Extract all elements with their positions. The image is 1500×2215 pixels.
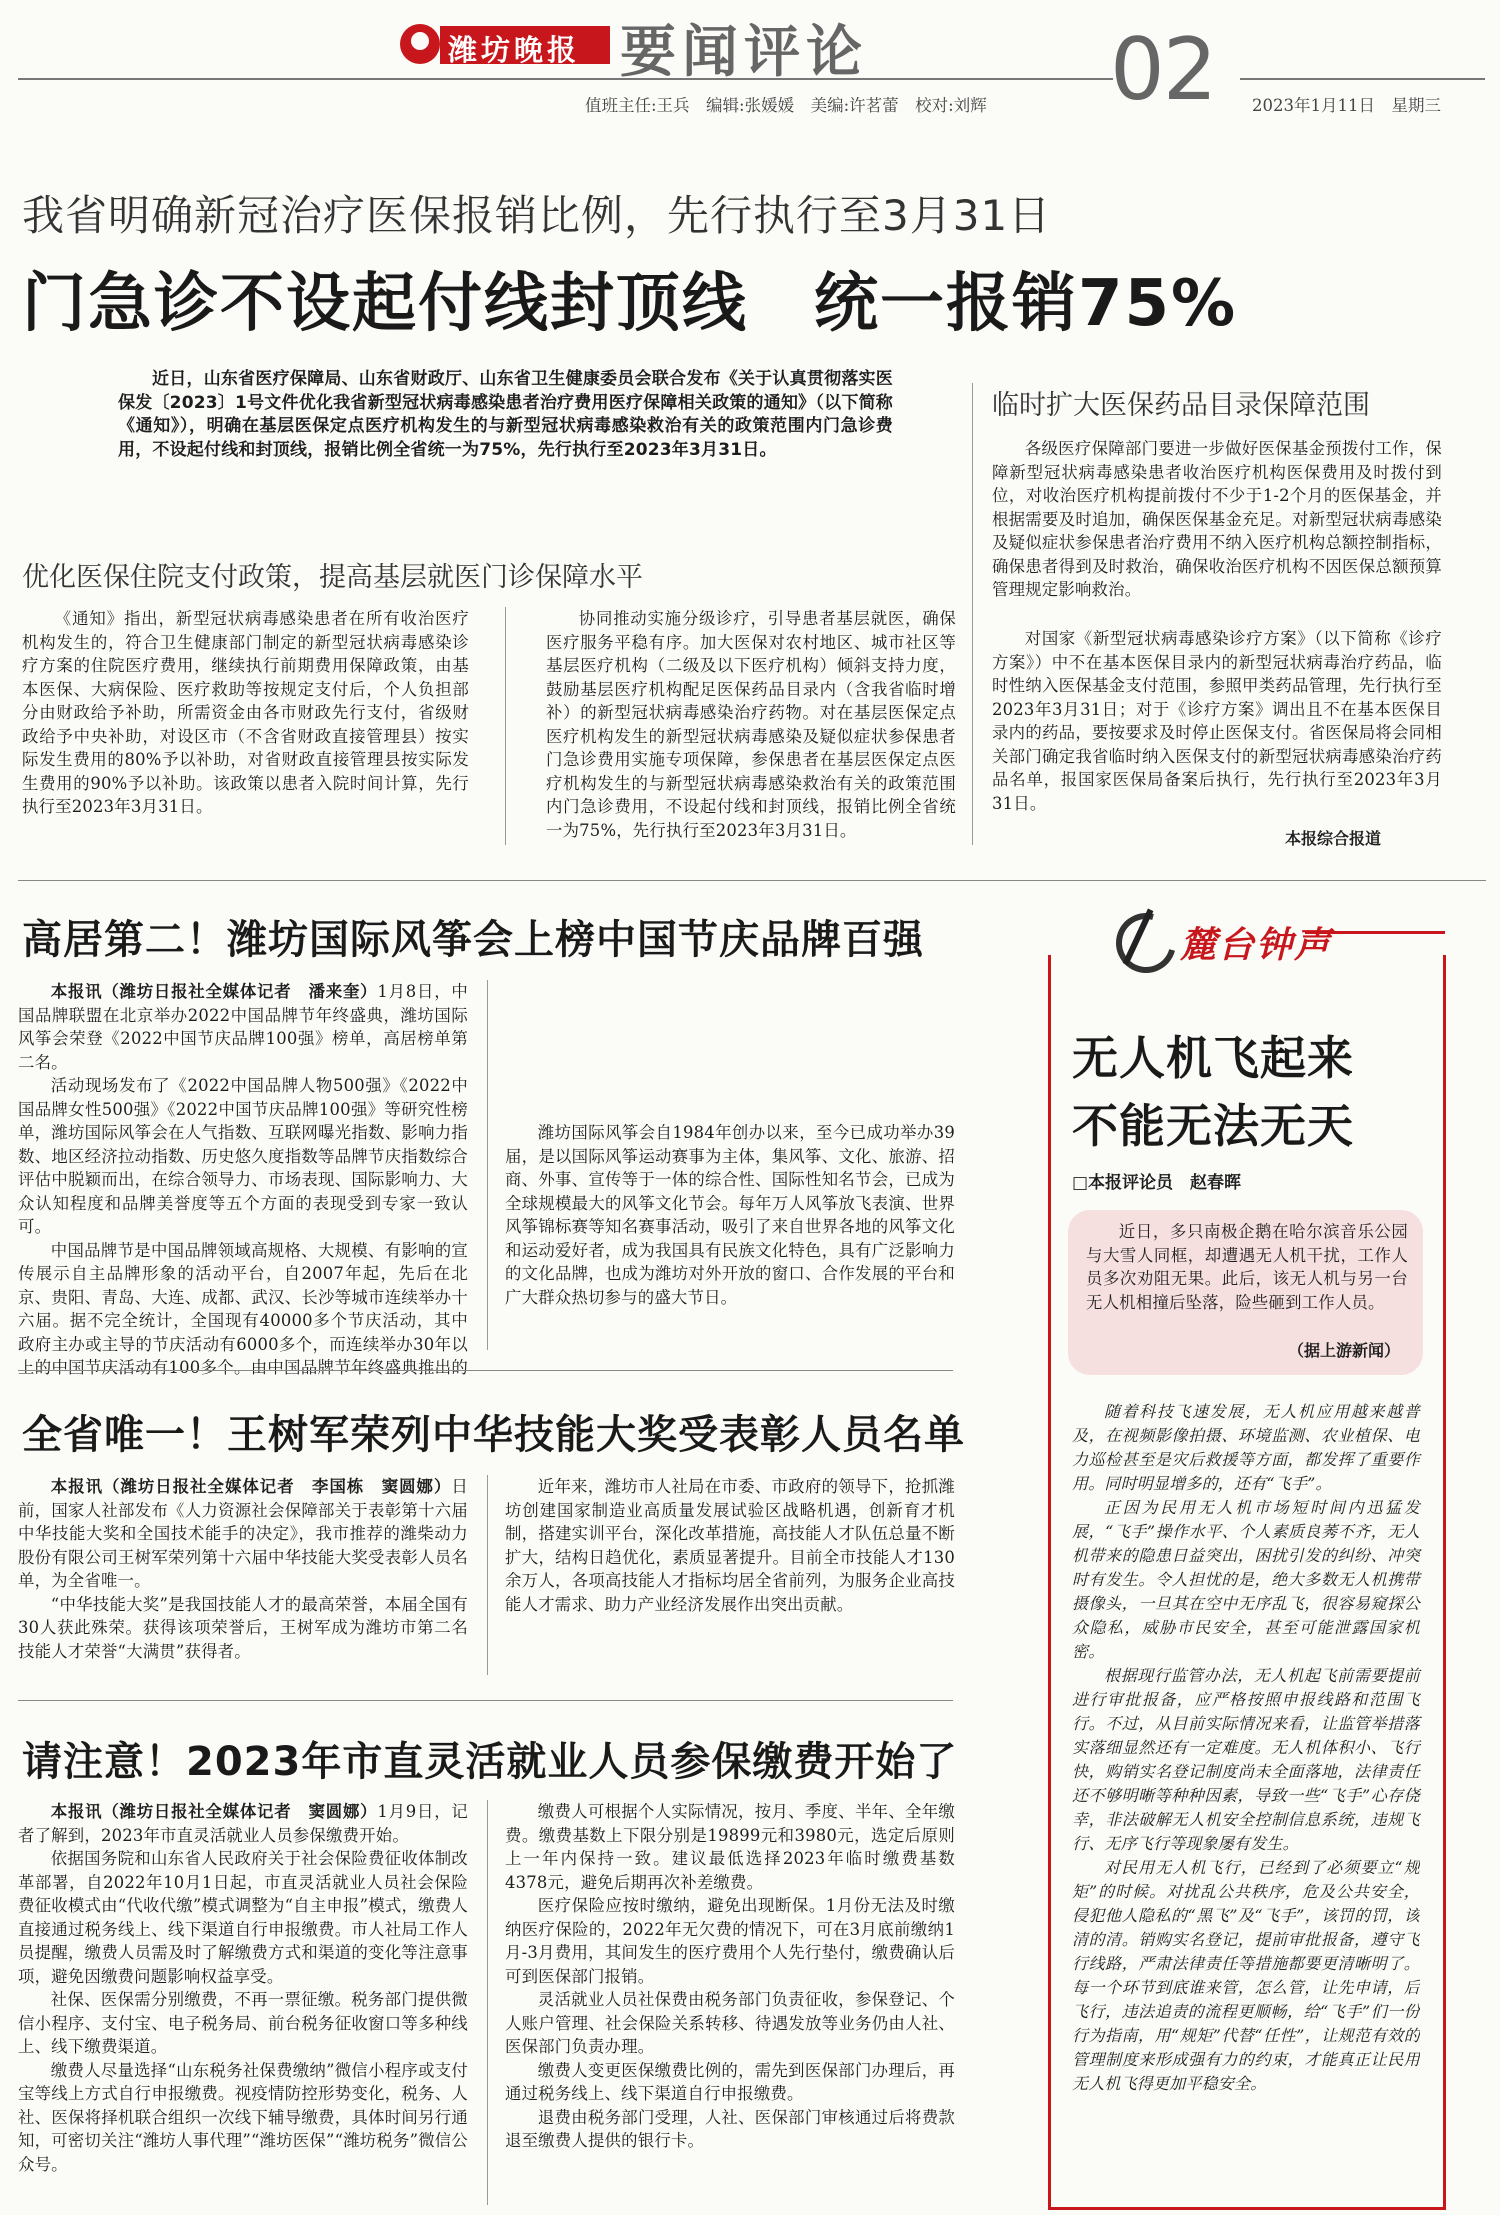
- insure-col-2: 缴费人可根据个人实际情况，按月、季度、半年、全年缴费。缴费基数上下限分别是19899元和3980元，选定后原则上一年内保持一致。建议最低选择2023年临时缴费基数4378元，避免后期再次补差缴费。 医疗保险应按时缴纳，避免出现断保。1月份无法及时缴纳医疗保险的，2022年无欠费的情况下，可在3月底前缴纳1月-3月费用，其间发生的医疗费用个人先行垫付，缴费确认后可到医保部门报销。 灵活就业人员社保费由税务部门负责征收，参保登记、个人账户管理、社会保险关系转移、待遇发放等业务仍由人社、医保部门负责办理。 缴费人变更医保缴费比例的，需先到医保部门办理后，再通过税务线上、线下渠道自行申报缴费。 退费由税务部门受理，人社、医保部门审核通过后将费款退至缴费人提供的银行卡。: [505, 1802, 955, 2150]
- skill-col-1: 本报讯（潍坊日报社全媒体记者 李国栋 窦圆娜）日前，国家人社部发布《人力资源社会保障部关于表彰第十六届中华技能大奖和全国技术能手的决定》，我市推荐的潍柴动力股份有限公司王树军荣列第十六届中华技能大奖受表彰人员名单，为全省唯一。 “中华技能大奖”是我国技能人才的最高荣誉，本届全国有30人获此殊荣。获得该项荣誉后，王树军成为潍坊市第二名技能人才荣誉“大满贯”获得者。: [18, 1477, 468, 1661]
- skill-col-2: 近年来，潍坊市人社局在市委、市政府的领导下，抢抓潍坊创建国家制造业高质量发展试验区战略机遇，创新育才机制，搭建实训平台，深化改革措施，高技能人才队伍总量不断扩大，结构日趋优化，素质显著提升。目前全市技能人才130余万人，各项高技能人才指标均居全省前列，为服务企业高技能人才需求、助力产业经济发展作出突出贡献。: [505, 1477, 955, 1614]
- paper-logo: [400, 22, 612, 72]
- lead-subhead-1: 优化医保住院支付政策，提高基层就医门诊保障水平: [22, 562, 643, 593]
- lead-col-3a: 各级医疗保障部门要进一步做好医保基金预拨付工作，保障新型冠状病毒感染患者收治医疗机构医保费用及时拨付到位，对收治医疗机构提前拨付不少于1-2个月的医保基金，并根据需要及时追加，确保医保基金充足。对新型冠状病毒感染及疑似症状参保患者治疗费用不纳入医疗机构总额控制指标，确保患者得到及时救治，确保收治医疗机构不因医保总额预算管理规定影响救治。: [992, 439, 1442, 599]
- issue-date: 2023年1月11日 星期三: [1252, 96, 1441, 115]
- kite-col-2: 潍坊国际风筝会自1984年创办以来，至今已成功举办39届，是以国际风筝运动赛事为主体，集风筝、文化、旅游、招商、外事、宣传等于一体的综合性、国际性知名节会，已成为全球规模最大的风筝文化节会。每年万人风筝放飞表演、世界风筝锦标赛等知名赛事活动，吸引了来自世界各地的风筝文化和运动爱好者，成为我国具有民族文化特色，具有广泛影响力的文化品牌，也成为潍坊对外开放的窗口、合作发展的平台和广大群众热切参与的盛大节日。: [505, 1123, 955, 1307]
- kite-byline: 本报讯（潍坊日报社全媒体记者 潘来奎）: [50, 982, 378, 1001]
- column-byline: □本报评论员 赵春晖: [1072, 1173, 1242, 1193]
- lead-headline: 门急诊不设起付线封顶线 统一报销75%: [22, 267, 1238, 341]
- kite-col-1: 本报讯（潍坊日报社全媒体记者 潘来奎）1月8日，中国品牌联盟在北京举办2022中国品牌节年终盛典，潍坊国际风筝会荣登《2022中国节庆品牌100强》榜单，高居榜单第二名。 活动现场发布了《2022中国品牌人物500强》《2022中国品牌女性500强》《2022中国节庆品牌100强》等研究性榜单，潍坊国际风筝会在人气指数、互联网曝光指数、影响力指数、地区经济拉动指数、历史悠久度指数等品牌节庆指数综合评估中脱颖而出，在综合领导力、市场表现、国际影响力、大众认知程度和品牌美誉度等五个方面的表现受到专家一致认可。 中国品牌节是中国品牌领域高规格、大规模、有影响的宣传展示自主品牌形象的活动平台，自2007年起，先后在北京、贵阳、青岛、大连、成都、武汉、长沙等城市连续举办十六届。据不完全统计，全国现有40000多个节庆活动，其中政府主办或主导的节庆活动有6000多个，而连续举办30年以上的中国节庆活动有100多个。由中国品牌节年终盛典推出的: [18, 982, 468, 1377]
- skill-byline: 本报讯（潍坊日报社全媒体记者 李国栋 窦圆娜）: [50, 1477, 452, 1496]
- column-headline-1: 无人机飞起来: [1072, 1031, 1354, 1085]
- lead-kicker: 我省明确新冠治疗医保报销比例，先行执行至3月31日: [22, 191, 1052, 240]
- column-body: 随着科技飞速发展，无人机应用越来越普及，在视频影像拍摄、环境监测、农业植保、电力巡检甚至是灾后救援等方面，都发挥了重要作用。同时明显增多的，还有“飞手”。 正因为民用无人机市场短时间内迅猛发展，“飞手”操作水平、个人素质良莠不齐，无人机带来的隐患日益突出，困扰引发的纠纷、冲突时有发生。令人担忧的是，绝大多数无人机携带摄像头，一旦其在空中无序乱飞，很容易窥探公众隐私，威胁市民安全，甚至可能泄露国家机密。 根据现行监管办法，无人机起飞前需要提前进行审批报备，应严格按照申报线路和范围飞行。不过，从目前实际情况来看，让监管举措落实落细显然还有一定难度。无人机体积小、飞行快，购销实名登记制度尚未全面落地，法律责任还不够明晰等种种因素，导致一些“飞手”心存侥幸，非法破解无人机安全控制信息系统，违规飞行、无序飞行等现象屡有发生。 对民用无人机飞行，已经到了必须要立“规矩”的时候。对扰乱公共秩序，危及公共安全，侵犯他人隐私的“黑飞”及“飞手”，该罚的罚，该清的清。销购实名登记，提前审批报备，遵守飞行线路，严肃法律责任等措施都要更清晰明了。每一个环节到底谁来管，怎么管，让先申请，后飞行，违法追责的流程更顺畅，给“飞手”们一份行为指南，用“规矩”代替“任性”，让规范有效的管理制度来形成强有力的约束，才能真正让民用无人机飞得更加平稳安全。: [1072, 1402, 1420, 2093]
- insure-headline: 请注意！2023年市直灵活就业人员参保缴费开始了: [22, 1739, 958, 1785]
- lead-col-1: 《通知》指出，新型冠状病毒感染患者在所有收治医疗机构发生的，符合卫生健康部门制定的新型冠状病毒感染诊疗方案的住院医疗费用，继续执行前期费用保障政策，由基本医保、大病保险、医疗救助等按规定支付后，个人负担部分由财政给予补助，所需资金由各市财政先行支付，省级财政给予中央补助，对设区市（不含省财政直接管理县）按实际发生费用的80%予以补助，对省财政直接管理县按实际发生费用的90%予以补助。该政策以患者入院时间计算，先行执行至2023年3月31日。: [22, 609, 469, 816]
- quote-source: （据上游新闻）: [1288, 1341, 1401, 1360]
- lead-credit: 本报综合报道: [1285, 829, 1382, 848]
- lead-col-2: 协同推动实施分级诊疗，引导患者基层就医，确保医疗服务平稳有序。加大医保对农村地区、城市社区等基层医疗机构（二级及以下医疗机构）倾斜支持力度，鼓励基层医疗机构配足医保药品目录内（含我省临时增补）的新型冠状病毒感染治疗药物。对在基层医保定点医疗机构发生的新型冠状病毒感染及疑似症状参保患者门急诊费用实施专项保障，参保患者在基层医保定点医疗机构发生的与新型冠状病毒感染救治有关的政策范围内门急诊费用，不设起付线和封顶线，报销比例全省统一为75%，先行执行至2023年3月31日。: [546, 609, 956, 840]
- banner-text: 麓台钟声: [1180, 925, 1333, 966]
- column-headline-2: 不能无法无天: [1072, 1099, 1354, 1153]
- insure-col-1: 本报讯（潍坊日报社全媒体记者 窦圆娜）1月9日，记者了解到，2023年市直灵活就业人员参保缴费开始。 依据国务院和山东省人民政府关于社会保险费征收体制改革部署，自2022年10月1日起，市直灵活就业人员社会保险费征收模式由“代收代缴”模式调整为“自主申报”模式，缴费人直接通过税务线上、线下渠道自行申报缴费。市人社局工作人员提醒，缴费人员需及时了解缴费方式和渠道的变化等注意事项，避免因缴费问题影响权益享受。 社保、医保需分别缴费，不再一票征缴。税务部门提供微信小程序、支付宝、电子税务局、前台税务征收窗口等多种线上、线下缴费渠道。 缴费人尽量选择“山东税务社保费缴纳”微信小程序或支付宝等线上方式自行申报缴费。视疫情防控形势变化，税务、人社、医保将择机联合组织一次线下辅导缴费，具体时间另行通知，可密切关注“潍坊人事代理”“潍坊医保”“潍坊税务”微信公众号。: [18, 1802, 468, 2174]
- insure-byline: 本报讯（潍坊日报社全媒体记者 窦圆娜）: [50, 1802, 378, 1821]
- commentary-banner: [1040, 905, 1450, 975]
- column-quote: 近日，多只南极企鹅在哈尔滨音乐公园与大雪人同框，却遭遇无人机干扰，工作人员多次劝阻无果。此后，该无人机与另一台无人机相撞后坠落，险些砸到工作人员。 （据上游新闻）: [1068, 1210, 1423, 1375]
- skill-headline: 全省唯一！王树军荣列中华技能大奖受表彰人员名单: [22, 1412, 965, 1458]
- masthead-rule: [18, 78, 1113, 80]
- masthead: [0, 0, 1500, 125]
- section-divider: [18, 880, 1486, 881]
- lead-intro: 近日，山东省医疗保障局、山东省财政厅、山东省卫生健康委员会联合发布《关于认真贯彻落实医保发〔2023〕1号文件优化我省新型冠状病毒感染患者治疗费用医疗保障相关政策的通知》（以下简称《通知》），明确在基层医保定点医疗机构发生的与新型冠状病毒感染救治有关的政策范围内门急诊费用，不设起付线和封顶线，报销比例全省统一为75%，先行执行至2023年3月31日。: [118, 369, 893, 460]
- section-title: 要闻评论: [620, 20, 868, 85]
- staff-line: 值班主任:王兵 编辑:张媛媛 美编:许茗蕾 校对:刘辉: [585, 96, 987, 115]
- paper-name: 潍坊晚报: [448, 33, 581, 67]
- lead-col-3b: 对国家《新型冠状病毒感染诊疗方案》（以下简称《诊疗方案》）中不在基本医保目录内的新型冠状病毒治疗药品，临时性纳入医保基金支付范围，参照甲类药品管理，先行执行至2023年3月31日；对于《诊疗方案》调出且不在基本医保目录内的药品，要按要求及时停止医保支付。省医保局将会同相关部门确定我省临时纳入医保支付的新型冠状病毒感染治疗药品名单，报国家医保局备案后执行，先行执行至2023年3月31日。: [992, 629, 1442, 813]
- lead-subhead-2: 临时扩大医保药品目录保障范围: [992, 390, 1370, 421]
- kite-headline: 高居第二！潍坊国际风筝会上榜中国节庆品牌百强: [22, 917, 924, 963]
- page-number: 02: [1110, 20, 1216, 120]
